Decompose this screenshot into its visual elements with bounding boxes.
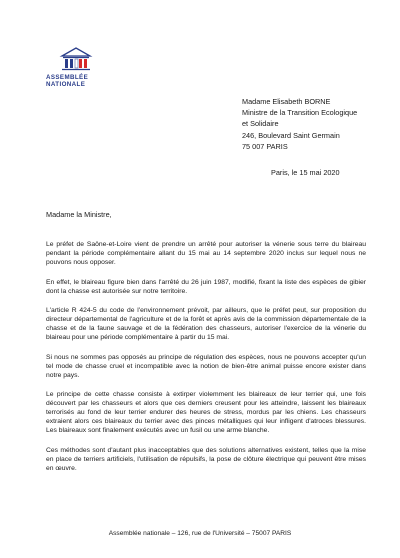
- logo-text-line1: ASSEMBLÉE: [46, 74, 89, 81]
- hemicycle-icon: [59, 45, 93, 71]
- salutation: Madame la Ministre,: [46, 210, 112, 219]
- page-footer: Assemblée nationale – 126, rue de l'Université – 75007 PARIS: [108, 530, 292, 537]
- recipient-line: 75 007 PARIS: [242, 141, 288, 151]
- body-paragraph: Si nous ne sommes pas opposés au principe de régulation des espèces, nous ne pouvons accepter qu'un tel mode de chasse cruel et incompatible avec la notion de bien-être animal puisse encore exister dans notre pays.: [46, 353, 366, 379]
- body-paragraph: Ces méthodes sont d'autant plus inacceptables que des solutions alternatives existent, telles que la mise en place de terriers artificiels, l'utilisation de répulsifs, la pose de clôture électrique qui peuvent être mises en œuvre.: [46, 446, 366, 472]
- letter-body: [46, 240, 366, 483]
- assemblee-nationale-logo: [46, 45, 106, 88]
- recipient-line: et Solidaire: [242, 119, 279, 129]
- recipient-line: 246, Boulevard Saint Germain: [242, 130, 340, 140]
- recipient-line: Madame Elisabeth BORNE: [242, 97, 331, 106]
- body-paragraph: Le principe de cette chasse consiste à extirper violemment les blaireaux de leur terrier qui, une fois découvert par les chasseurs et alors que ces derniers creusent pour les atteindre, laissent les blaireaux terrorisés au fond de leur terrier endurer des heures de stress, mordus par les chiens. Les chasseurs extraient alors ces blaireaux du terrier avec des pinces métalliques qui leur infligent d'atroces blessures. Les blaireaux sont finalement exécutés avec un fusil ou une arme blanche.: [46, 391, 366, 434]
- body-paragraph: En effet, le blaireau figure bien dans l'arrêté du 26 juin 1987, modifié, fixant la liste des espèces de gibier dont la chasse est autorisée sur notre territoire.: [46, 278, 366, 295]
- recipient-address: [242, 96, 392, 152]
- body-paragraph: Le préfet de Saône-et-Loire vient de prendre un arrêté pour autoriser la vénerie sous terre du blaireau pendant la période complémentaire allant du 15 mai au 14 septembre 2020 inclus sur lequel nous ne pouvons nous opposer.: [46, 241, 366, 266]
- letter-date: Paris, le 15 mai 2020: [271, 168, 340, 177]
- body-paragraph: L'article R 424-5 du code de l'environnement prévoit, par ailleurs, que le préfet peut, sur proposition du directeur départemental de l'agriculture et de la forêt et après avis de la commission départementale de la chasse et de la faune sauvage et de la fédération des chasseurs, autoriser l'exercice de la vénerie du blaireau pour une période complémentaire à partir du 15 mai.: [46, 307, 366, 341]
- recipient-line: Ministre de la Transition Ecologique: [242, 108, 358, 118]
- logo-text-line2: NATIONALE: [46, 81, 86, 88]
